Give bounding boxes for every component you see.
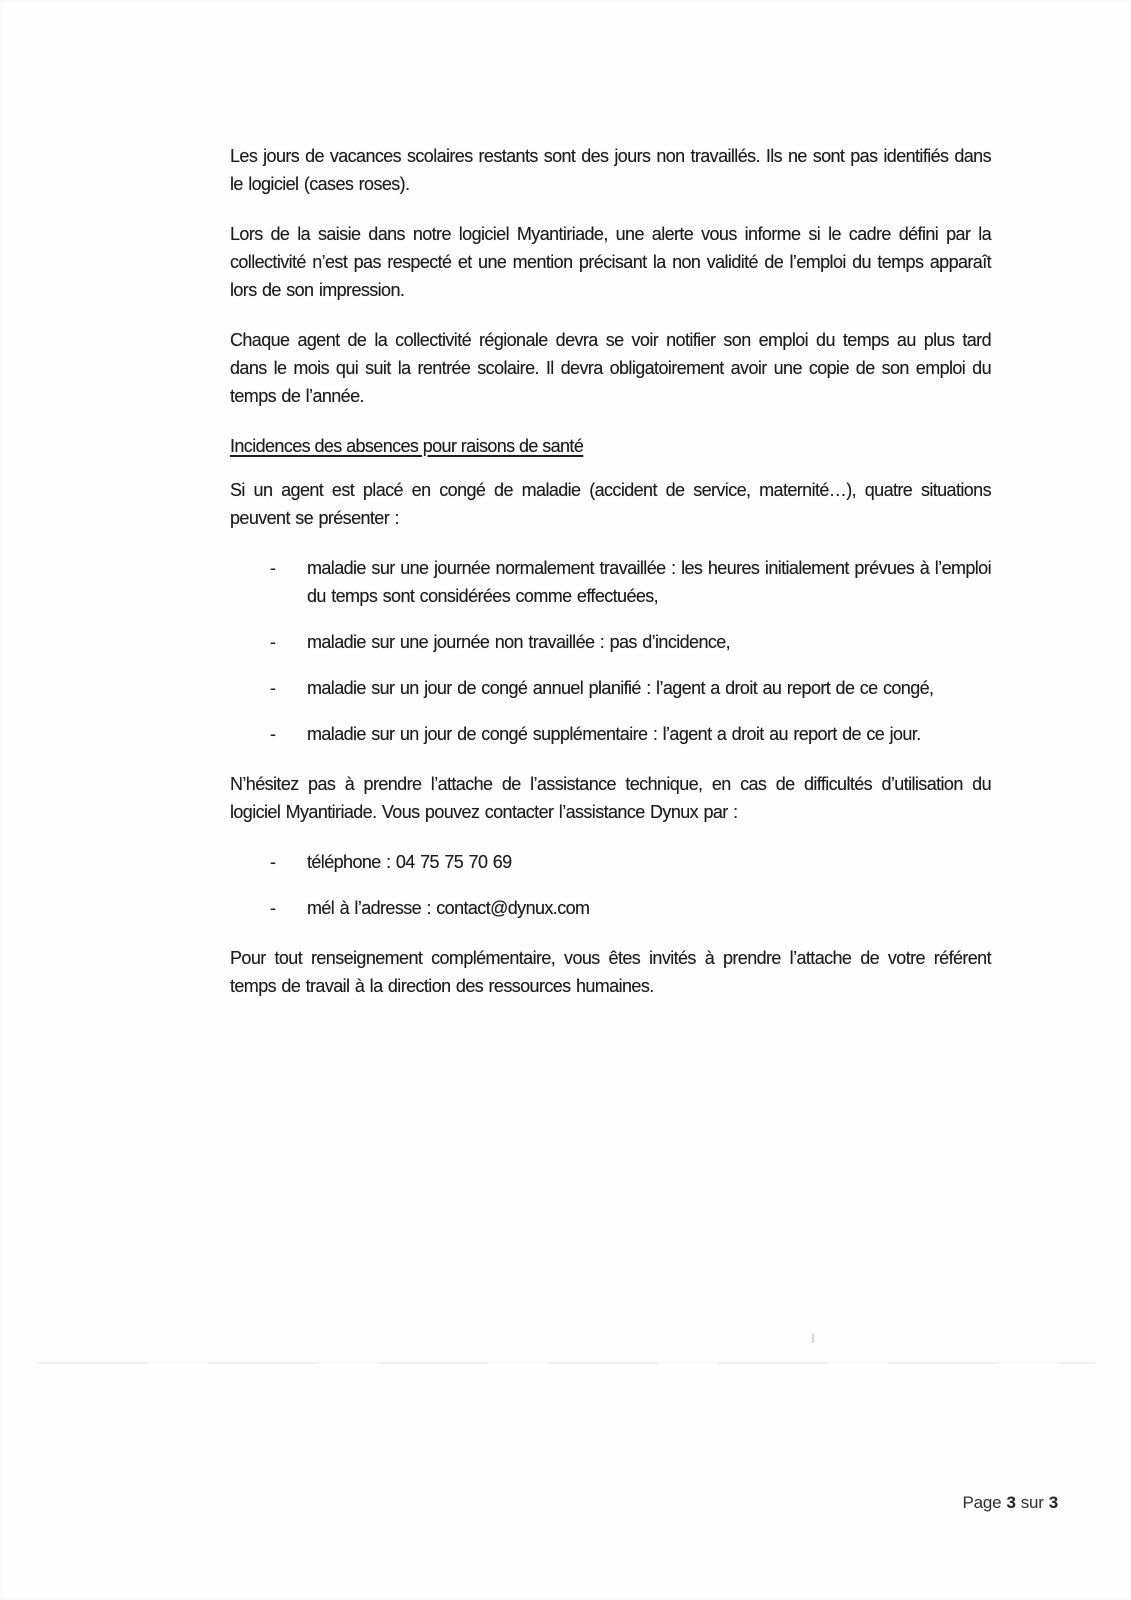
paragraph-saisie-logiciel: Lors de la saisie dans notre logiciel Myantiriade, une alerte vous informe si le cadre défini par la collectivité n’est pas respecté et une mention précisant la non validité de l’emploi du temps apparaît lors de son impression. — [230, 224, 991, 300]
paragraph-renseignement-complementaire: Pour tout renseignement complémentaire, vous êtes invités à prendre l’attache de votre référent temps de travail à la direction des ressources humaines. — [230, 948, 991, 996]
paragraph-conge-maladie-intro: Si un agent est placé en congé de maladie (accident de service, maternité…), quatre situations peuvent se présenter : — [230, 480, 991, 528]
footer-separator: sur — [1020, 1493, 1044, 1512]
paragraph-notification-emploi-du-temps: Chaque agent de la collectivité régionale devra se voir notifier son emploi du temps au plus tard dans le mois qui suit la rentrée scolaire. Il devra obligatoirement avoir une copie de son emploi du temps de l’année. — [230, 330, 991, 406]
dash-marker: - — [270, 724, 276, 744]
footer-word-page: Page — [962, 1493, 1002, 1512]
dash-marker: - — [270, 558, 276, 578]
list-item-telephone — [230, 848, 991, 876]
document-body — [230, 0, 991, 1022]
list-item-text: maladie sur une journée normalement travaillée : les heures initialement prévues à l’emploi du temps sont considérées comme effectuées, — [307, 558, 991, 606]
contact-list — [230, 848, 991, 922]
scan-artifact-line — [38, 1362, 1095, 1364]
list-item-maladie-conge-annuel — [230, 674, 991, 702]
list-item-maladie-journee-non-travaillee — [230, 628, 991, 656]
section-heading-incidences-sante — [230, 432, 991, 460]
footer-total-pages: 3 — [1048, 1493, 1058, 1512]
dash-marker: - — [270, 632, 276, 652]
paragraph-vacances: Les jours de vacances scolaires restants sont des jours non travaillés. Ils ne sont pas identifiés dans le logiciel (cases roses). — [230, 146, 991, 194]
page-footer — [963, 1493, 1058, 1513]
list-item-text: maladie sur une journée non travaillée : pas d’incidence, — [307, 632, 731, 652]
dash-marker: - — [270, 852, 276, 872]
list-item-text: maladie sur un jour de congé annuel planifié : l’agent a droit au report de ce congé, — [307, 678, 934, 698]
list-item-email — [230, 894, 991, 922]
paragraph-assistance-technique: N’hésitez pas à prendre l’attache de l’assistance technique, en cas de difficultés d’utilisation du logiciel Myantiriade. Vous pouvez contacter l’assistance Dynux par : — [230, 774, 991, 822]
dash-marker: - — [270, 898, 276, 918]
list-item-maladie-conge-supplementaire — [230, 720, 991, 748]
email-address-text: mél à l’adresse : contact@dynux.com — [307, 898, 590, 918]
footer-current-page-number: 3 — [1006, 1493, 1016, 1512]
dash-marker: - — [270, 678, 276, 698]
list-item-maladie-journee-travaillee — [230, 554, 991, 610]
section-heading-text: Incidences des absences pour raisons de santé — [230, 436, 584, 456]
scan-artifact-tick — [812, 1334, 814, 1343]
list-item-text: maladie sur un jour de congé supplémentaire : l’agent a droit au report de ce jour. — [307, 724, 921, 744]
situation-list — [230, 554, 991, 748]
phone-number-text: téléphone : 04 75 75 70 69 — [307, 852, 512, 872]
